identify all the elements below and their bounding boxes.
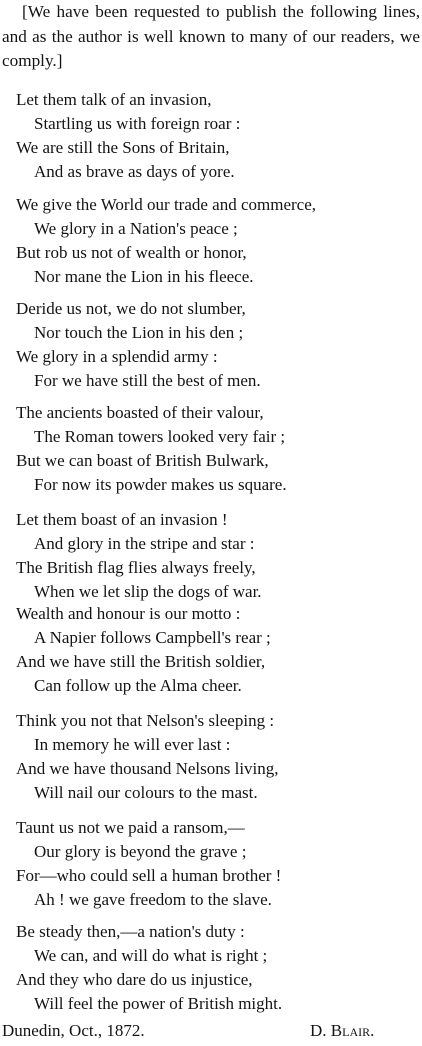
poem-line: We glory in a Nation's peace ; <box>34 219 238 238</box>
poem-line: In memory he will ever last : <box>34 735 231 754</box>
poem-line: Will feel the power of British might. <box>34 994 283 1013</box>
stanza-6 <box>16 602 420 698</box>
poem-line: Can follow up the Alma cheer. <box>34 676 242 695</box>
author-surname: Blair. <box>330 1021 375 1040</box>
author-signature <box>310 1019 374 1043</box>
poem-line: Taunt us not we paid a ransom,— <box>16 818 245 837</box>
poem-line: The British flag flies always freely, <box>16 558 256 577</box>
stanza-2 <box>16 193 420 289</box>
stanza-4 <box>16 401 420 497</box>
poem-line: The Roman towers looked very fair ; <box>34 427 286 446</box>
poem-line: When we let slip the dogs of war. <box>34 582 262 601</box>
poem-line: For now its powder makes us square. <box>34 475 287 494</box>
poem-line: We glory in a splendid army : <box>16 347 218 366</box>
poem-line: Think you not that Nelson's sleeping : <box>16 711 275 730</box>
poem-line: And as brave as days of yore. <box>34 162 235 181</box>
poem-line: Let them boast of an invasion ! <box>16 510 228 529</box>
poem-line: Our glory is beyond the grave ; <box>34 842 247 861</box>
poem-line: We give the World our trade and commerce, <box>16 195 316 214</box>
poem-line: But we can boast of British Bulwark, <box>16 451 269 470</box>
poem-line: For we have still the best of men. <box>34 371 261 390</box>
stanza-7 <box>16 709 420 805</box>
poem-line: Deride us not, we do not slumber, <box>16 299 246 318</box>
poem-line: But rob us not of wealth or honor, <box>16 243 247 262</box>
poem-line: Ah ! we gave freedom to the slave. <box>34 890 272 909</box>
poem-line: For—who could sell a human brother ! <box>16 866 282 885</box>
poem-line: Wealth and honour is our motto : <box>16 604 241 623</box>
poem-line: The ancients boasted of their valour, <box>16 403 264 422</box>
poem-line: A Napier follows Campbell's rear ; <box>34 628 271 647</box>
stanza-8 <box>16 816 420 912</box>
poem-line: We can, and will do what is right ; <box>34 946 268 965</box>
poem-line: And glory in the stripe and star : <box>34 534 255 553</box>
author-initial: D. <box>310 1021 327 1040</box>
poem-line: And we have still the British soldier, <box>16 652 266 671</box>
stanza-5 <box>16 508 420 604</box>
stanza-1 <box>16 88 420 184</box>
poem-line: Nor touch the Lion in his den ; <box>34 323 244 342</box>
poem-line: We are still the Sons of Britain, <box>16 138 230 157</box>
poem-line: And they who dare do us injustice, <box>16 970 253 989</box>
poem-line: And we have thousand Nelsons living, <box>16 759 279 778</box>
poem-line: Let them talk of an invasion, <box>16 90 212 109</box>
stanza-9 <box>16 920 420 1016</box>
poem-line: Be steady then,—a nation's duty : <box>16 922 245 941</box>
editorial-intro: [We have been requested to publish the following lines, and as the author is well known to many of our readers, we comply.] <box>2 2 420 70</box>
poem-line: Will nail our colours to the mast. <box>34 783 258 802</box>
poem-line: Startling us with foreign roar : <box>34 114 241 133</box>
place-date: Dunedin, Oct., 1872. <box>2 1021 145 1040</box>
stanza-3 <box>16 297 420 393</box>
poem-line: Nor mane the Lion in his fleece. <box>34 267 254 286</box>
